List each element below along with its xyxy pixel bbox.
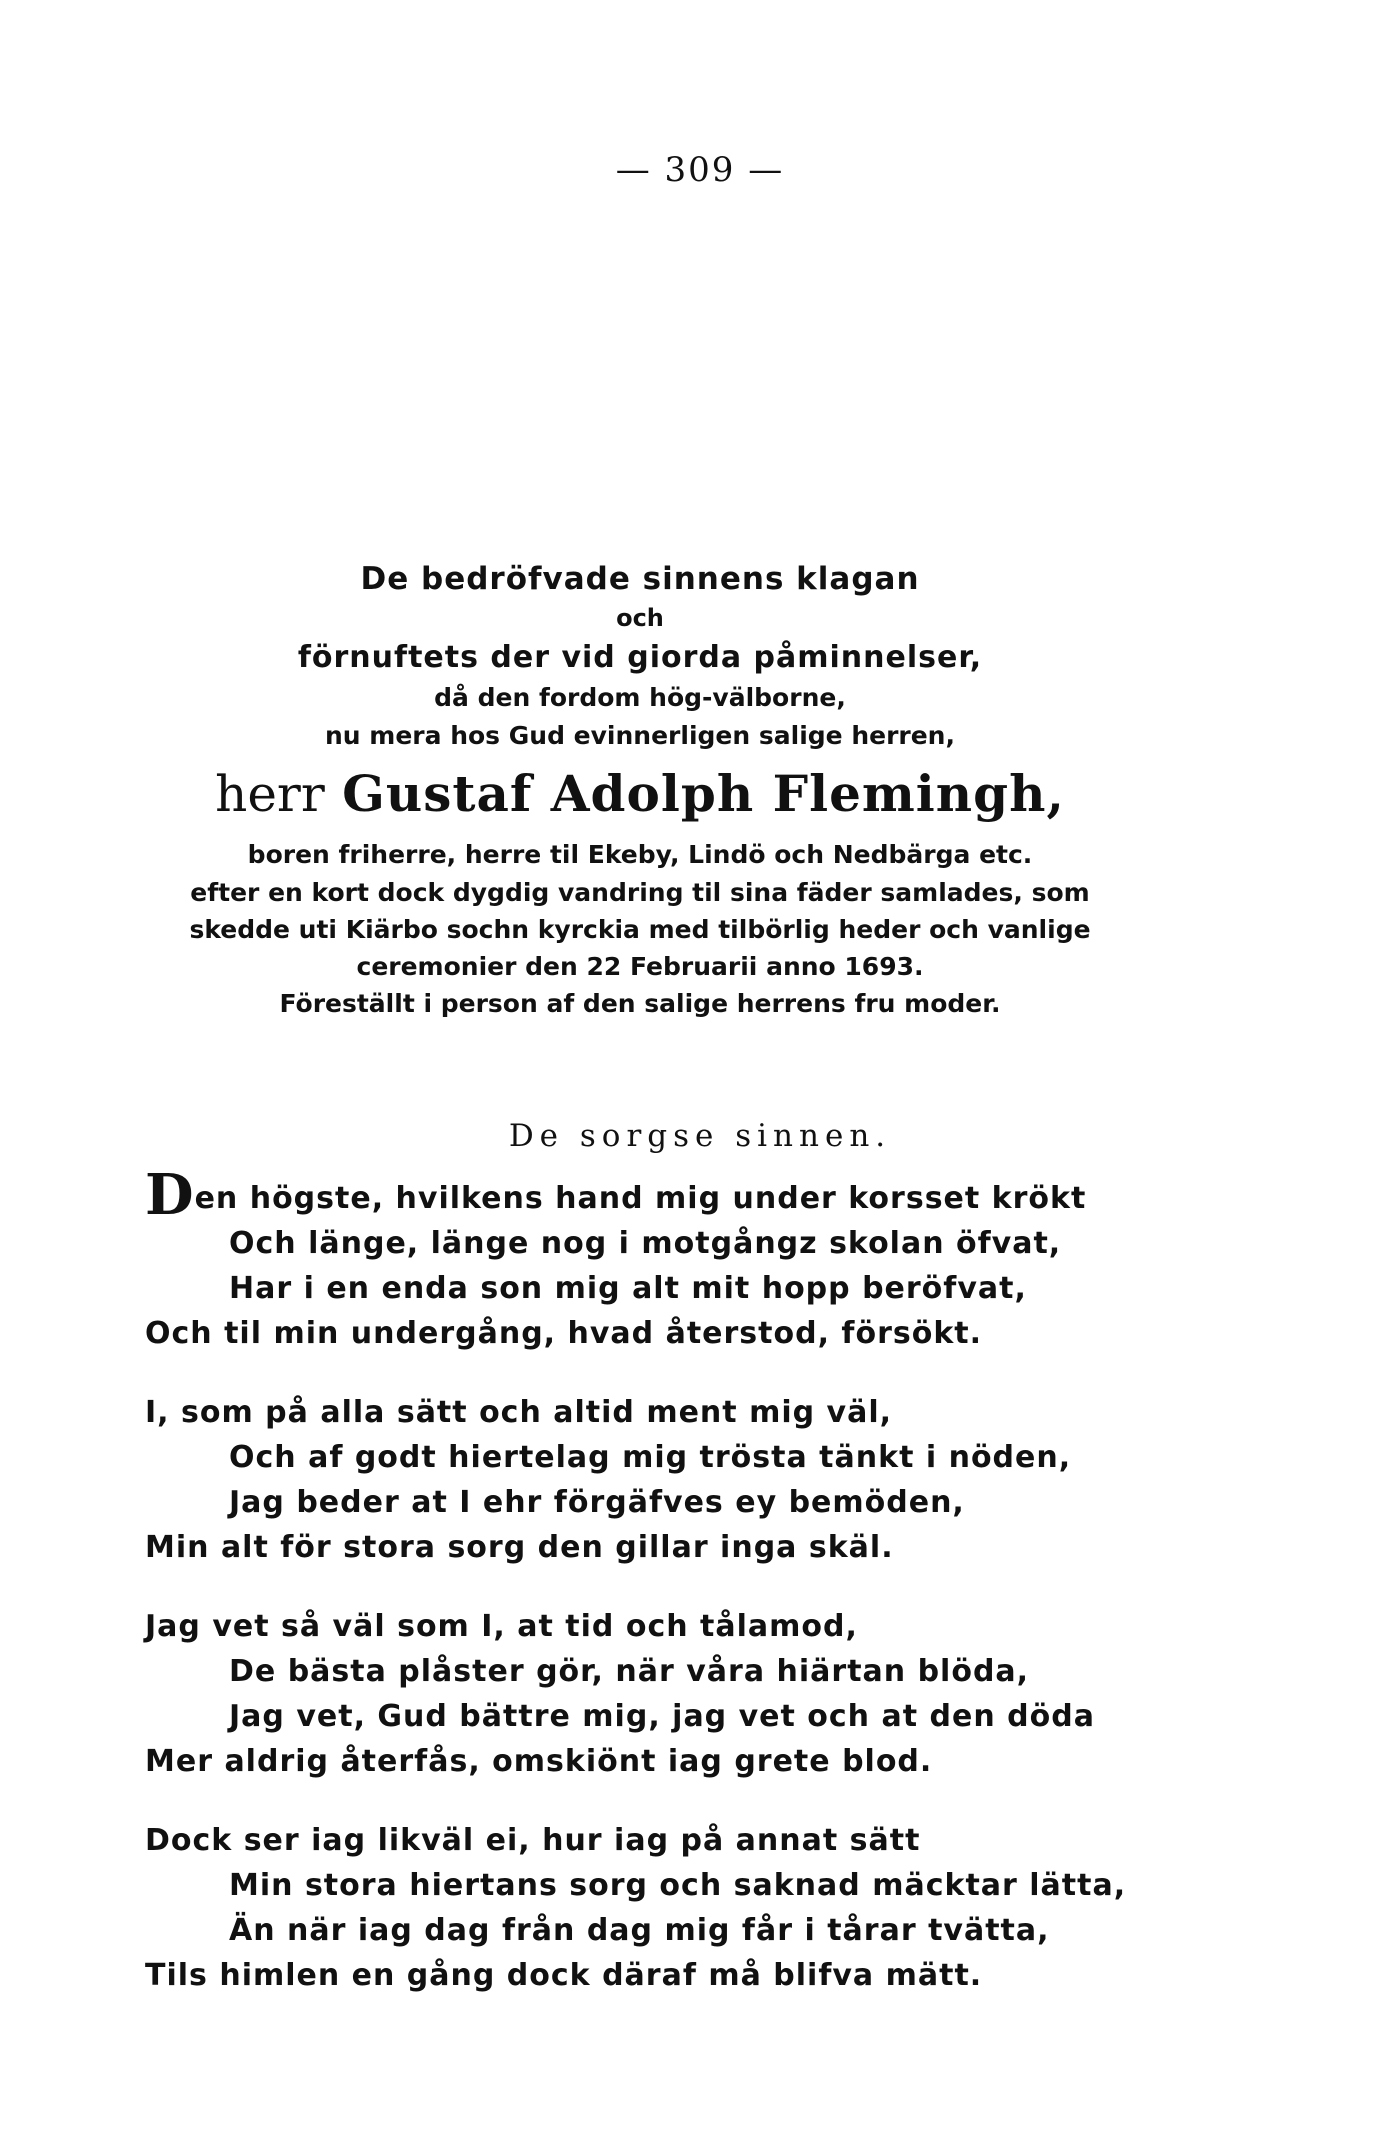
verse-line: I, som på alla sätt och altid ment mig väl,: [145, 1395, 893, 1430]
verse-line: Och til min undergång, hvad återstod, försökt.: [145, 1316, 983, 1351]
verse-line: Tils himlen en gång dock däraf må blifva mätt.: [145, 1958, 983, 1993]
drop-initial: D: [145, 1162, 195, 1228]
title-line-11: Föreställt i person af den salige herrens fru moder.: [279, 989, 1001, 1019]
title-line-5: nu mera hos Gud evinnerligen salige herren,: [325, 720, 955, 750]
verse-line: Och länge, länge nog i motgångz skolan öfvat,: [229, 1226, 1062, 1261]
verse-line: Jag vet, Gud bättre mig, jag vet och at den döda: [229, 1699, 1095, 1734]
verse-line: Jag vet så väl som I, at tid och tålamod,: [145, 1609, 858, 1644]
title-line-8: efter en kort dock dygdig vandring til sina fäder samlades, som: [190, 877, 1090, 907]
title-line-4: då den fordom hög-välborne,: [434, 683, 846, 713]
verse-text: en högste, hvilkens hand mig under korsset krökt: [194, 1181, 1087, 1216]
title-name-line: [150, 763, 1130, 826]
title-line-1: De bedröfvade sinnens klagan: [360, 561, 920, 597]
poem-body: [145, 1162, 1265, 2032]
verse-line: Och af godt hiertelag mig trösta tänkt i nöden,: [229, 1440, 1072, 1475]
verse-line: Har i en enda son mig alt mit hopp beröfvat,: [229, 1271, 1027, 1306]
verse-line: Min stora hiertans sorg och saknad mäcktar lätta,: [229, 1868, 1127, 1903]
title-line-9: skedde uti Kiärbo sochn kyrckia med tilbörlig heder och vanlige: [189, 914, 1091, 944]
poem-heading: De sorgse sinnen.: [508, 1118, 892, 1154]
title-line-3: förnuftets der vid giorda påminnelser,: [297, 639, 983, 675]
page-number: — 309 —: [615, 150, 785, 190]
verse-line: Mer aldrig återfås, omskiönt iag grete blod.: [145, 1744, 933, 1779]
title-person-name: Gustaf Adolph Flemingh,: [342, 763, 1065, 823]
stanza-1: [145, 1162, 1265, 1356]
title-block: [150, 560, 1130, 1020]
title-line-10: ceremonier den 22 Februarii anno 1693.: [356, 952, 924, 981]
title-honorific: herr: [215, 764, 325, 823]
verse-line: Än när iag dag från dag mig får i tårar tvätta,: [229, 1913, 1050, 1948]
title-line-7: boren friherre, herre til Ekeby, Lindö och Nedbärga etc.: [247, 840, 1033, 870]
verse-line: De bästa plåster gör, när våra hiärtan blöda,: [229, 1654, 1030, 1689]
stanza-4: [145, 1818, 1265, 1998]
verse-line: Min alt för stora sorg den gillar inga skäl.: [145, 1530, 894, 1565]
title-line-2: och: [616, 603, 664, 632]
stanza-3: [145, 1604, 1265, 1784]
verse-line: [145, 1162, 1265, 1228]
stanza-2: [145, 1390, 1265, 1570]
verse-line: Jag beder at I ehr förgäfves ey bemöden,: [229, 1485, 965, 1520]
verse-line: Dock ser iag likväl ei, hur iag på annat sätt: [145, 1823, 921, 1858]
